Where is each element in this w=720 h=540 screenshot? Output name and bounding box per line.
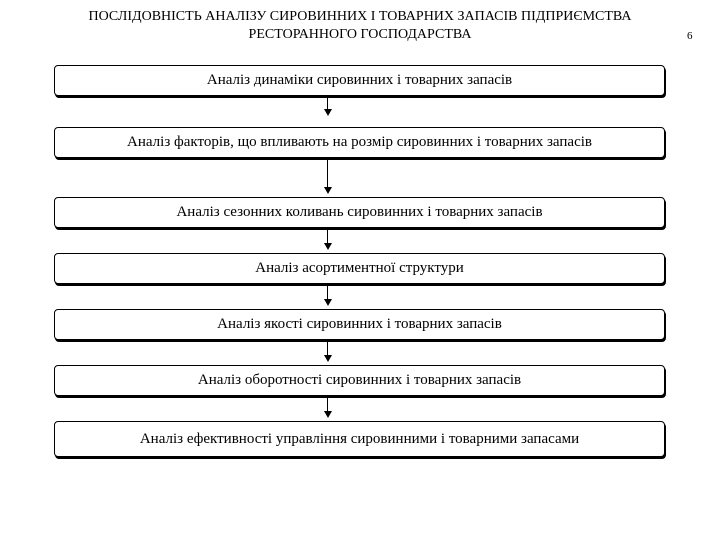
connector-line-6 <box>327 396 328 411</box>
arrow-down-icon <box>324 109 332 116</box>
step-box-1: Аналіз динаміки сировинних і товарних запасів <box>54 65 665 96</box>
page-number: 6 <box>687 30 693 42</box>
arrow-down-icon <box>324 355 332 362</box>
connector-line-2 <box>327 158 328 187</box>
connector-line-3 <box>327 228 328 243</box>
page-title <box>0 8 720 44</box>
step-box-5: Аналіз якості сировинних і товарних запасів <box>54 309 665 340</box>
arrow-down-icon <box>324 411 332 418</box>
connector-line-4 <box>327 284 328 299</box>
arrow-down-icon <box>324 187 332 194</box>
arrow-down-icon <box>324 299 332 306</box>
arrow-down-icon <box>324 243 332 250</box>
step-box-4: Аналіз асортиментної структури <box>54 253 665 284</box>
step-box-3: Аналіз сезонних коливань сировинних і товарних запасів <box>54 197 665 228</box>
title-line-2: РЕСТОРАННОГО ГОСПОДАРСТВА <box>248 27 472 42</box>
step-box-2: Аналіз факторів, що впливають на розмір сировинних і товарних запасів <box>54 127 665 158</box>
title-line-1: ПОСЛІДОВНІСТЬ АНАЛІЗУ СИРОВИННИХ І ТОВАРНИХ ЗАПАСІВ ПІДПРИЄМСТВА <box>88 9 632 24</box>
step-box-7: Аналіз ефективності управління сировинними і товарними запасами <box>54 421 665 457</box>
step-box-6: Аналіз оборотності сировинних і товарних запасів <box>54 365 665 396</box>
connector-line-1 <box>327 96 328 109</box>
connector-line-5 <box>327 340 328 355</box>
